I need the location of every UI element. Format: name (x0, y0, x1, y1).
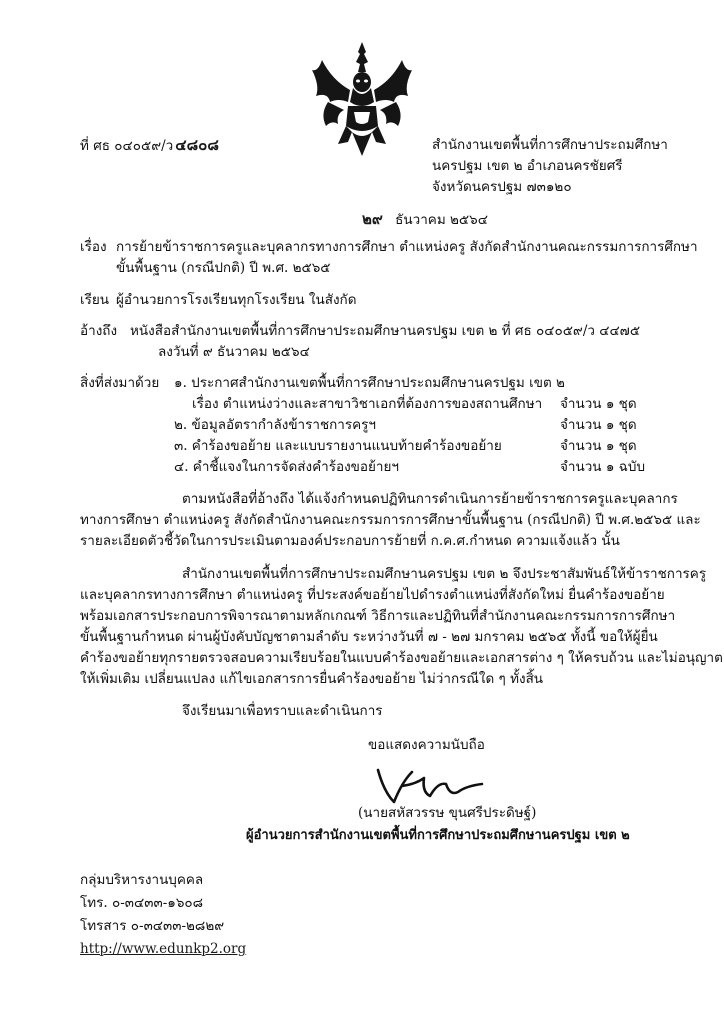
addressee-text: ผู้อำนวยการโรงเรียนทุกโรงเรียน ในสังกัด (116, 292, 357, 308)
date-day-handwritten: ๒๙ (362, 210, 383, 228)
reference-label: อ้างถึง (80, 323, 118, 339)
footer-department: กลุ่มบริหารงานบุคคล (80, 872, 204, 888)
enclosure-item: ๑. ประกาศสำนักงานเขตพื้นที่การศึกษาประถมศึกษานครปฐม เขต ๒ (174, 375, 565, 391)
footer-website-link[interactable]: http://www.edunkp2.org (80, 941, 247, 957)
office-address-line-2: นครปฐม เขต ๒ อำเภอนครชัยศรี (432, 158, 623, 174)
enclosure-item-quantity: จำนวน ๑ ชุด (560, 438, 637, 454)
signer-title: ผู้อำนวยการสำนักงานเขตพื้นที่การศึกษาประถมศึกษานครปฐม เขต ๒ (246, 828, 630, 843)
signer-name: (นายสหัสวรรษ ขุนศรีประดิษฐ์) (358, 805, 537, 821)
regards-text: ขอแสดงความนับถือ (368, 737, 485, 753)
body-paragraph-2-line: ขั้นพื้นฐานกำหนด ผ่านผู้บังคับบัญชาตามลำดับ ระหว่างวันที่ ๗ - ๒๗ มกราคม ๒๕๖๕ ทั้งนี้ ขอให้ผู้ยื่น (80, 629, 658, 645)
enclosure-item: ๓. คำร้องขอย้าย และแบบรายงานแนบท้ายคำร้องขอย้าย (174, 438, 502, 454)
enclosures-label: สิ่งที่ส่งมาด้วย (80, 375, 160, 391)
enclosure-item-quantity: จำนวน ๑ ชุด (560, 396, 637, 412)
date-month-year: ธันวาคม ๒๕๖๔ (395, 212, 488, 228)
reference-line-2: ลงวันที่ ๙ ธันวาคม ๒๕๖๔ (158, 344, 310, 360)
subject-line-2: ขั้นพื้นฐาน (กรณีปกติ) ปี พ.ศ. ๒๕๖๕ (116, 260, 331, 276)
document-number (80, 135, 219, 156)
addressee-label: เรียน (80, 292, 110, 308)
subject-label: เรื่อง (80, 239, 107, 255)
reference-line-1: หนังสือสำนักงานเขตพื้นที่การศึกษาประถมศึกษานครปฐม เขต ๒ ที่ ศธ ๐๔๐๕๙/ว ๔๔๗๕ (130, 323, 641, 339)
document-number-handwritten: ๔๘๐๘ (175, 136, 219, 154)
closing-sentence: จึงเรียนมาเพื่อทราบและดำเนินการ (182, 703, 383, 719)
body-paragraph-2-line: คำร้องขอย้ายทุกรายตรวจสอบความเรียบร้อยในแบบคำร้องขอย้ายและเอกสารต่าง ๆ ให้ครบถ้วน และไม่อนุญาต (80, 650, 723, 666)
footer-fax: โทรสาร ๐-๓๔๓๓-๒๘๒๙ (80, 918, 225, 934)
body-paragraph-2-line: และบุคลากรทางการศึกษา ตำแหน่งครู ที่ประสงค์ขอย้ายไปดำรงตำแหน่งที่สังกัดใหม่ ยื่นคำร้องขอย้าย (80, 587, 665, 603)
garuda-emblem-icon (308, 40, 416, 158)
body-paragraph-2-line: ให้เพิ่มเติม เปลี่ยนแปลง แก้ไขเอกสารการยื่นคำร้องขอย้าย ไม่ว่ากรณีใด ๆ ทั้งสิ้น (80, 671, 544, 687)
enclosure-item-continuation: เรื่อง ตำแหน่งว่างและสาขาวิชาเอกที่ต้องการของสถานศึกษา (192, 396, 543, 412)
enclosure-item: ๔. คำชี้แจงในการจัดส่งคำร้องขอย้ายฯ (174, 459, 399, 475)
footer-phone: โทร. ๐-๓๔๓๓-๑๖๐๘ (80, 895, 204, 911)
enclosure-item-quantity: จำนวน ๑ ฉบับ (560, 459, 646, 475)
body-paragraph-1-line: รายละเอียดตัวชี้วัดในการประเมินตามองค์ประกอบการย้ายที่ ก.ค.ศ.กำหนด ความแจ้งแล้ว นั้น (80, 533, 620, 549)
body-paragraph-2-line: สำนักงานเขตพื้นที่การศึกษาประถมศึกษานครปฐม เขต ๒ จึงประชาสัมพันธ์ให้ข้าราชการครู (182, 566, 707, 582)
body-paragraph-1-line: ทางการศึกษา ตำแหน่งครู สังกัดสำนักงานคณะกรรมการการศึกษาขั้นพื้นฐาน (กรณีปกติ) ปี พ.ศ.๒๕๖๕ และ (80, 512, 701, 528)
office-address-line-3: จังหวัดนครปฐม ๗๓๑๒๐ (432, 179, 572, 195)
body-paragraph-2-line: พร้อมเอกสารประกอบการพิจารณาตามหลักเกณฑ์ วิธีการและปฏิทินที่สำนักงานคณะกรรมการการศึกษา (80, 608, 676, 624)
document-date (362, 209, 488, 230)
enclosure-item: ๒. ข้อมูลอัตรากำลังข้าราชการครูฯ (174, 417, 376, 433)
subject-line-1: การย้ายข้าราชการครูและบุคลากรทางการศึกษา ตำแหน่งครู สังกัดสำนักงานคณะกรรมการการศึกษา (116, 239, 698, 255)
enclosure-item-quantity: จำนวน ๑ ชุด (560, 417, 637, 433)
document-number-prefix: ที่ ศธ ๐๔๐๕๙/ว (80, 138, 174, 154)
body-paragraph-1-line: ตามหนังสือที่อ้างถึง ได้แจ้งกำหนดปฏิทินการดำเนินการย้ายข้าราชการครูและบุคลากร (182, 491, 678, 507)
office-address-line-1: สำนักงานเขตพื้นที่การศึกษาประถมศึกษา (432, 137, 668, 153)
